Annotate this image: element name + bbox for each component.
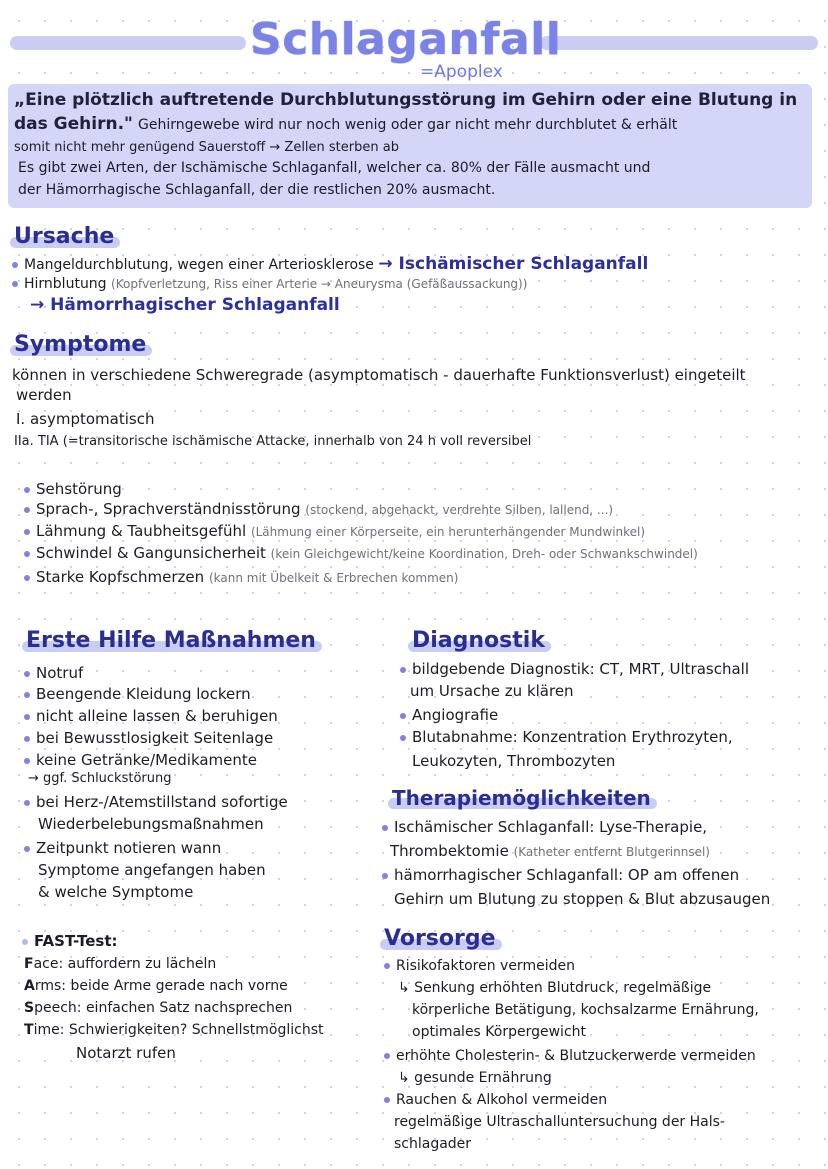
intro-quote-end: das Gehirn." [14,114,133,134]
ursache-item-1: Mangeldurchblutung, wegen einer Arteriosklerose → Ischämischer Schlaganfall [12,254,648,274]
list-item: → ggf. Schluckstörung [28,771,172,786]
ursache-item-1-result: → Ischämischer Schlaganfall [378,254,649,274]
therapie-heading: Therapiemöglichkeiten [392,786,651,810]
list-item: hämorrhagischer Schlaganfall: OP am offenen [382,866,822,890]
title-highlight-right [540,36,818,50]
ursache-item-2-result: → Hämorrhagischer Schlaganfall [30,295,340,315]
page-subtitle: =Apoplex [420,62,503,82]
list-item: & welche Symptome [38,883,194,901]
list-item: Risikofaktoren vermeiden [384,958,824,980]
ursache-item-2: Hirnblutung (Kopfverletzung, Riss einer Arterie → Aneurysma (Gefäßaussackung)) [12,276,527,292]
diagnostik-heading: Diagnostik [412,628,545,653]
symptome-desc-line2: werden [16,386,72,404]
list-item: nicht alleine lassen & beruhigen [24,707,364,729]
fast-list [24,956,374,1066]
intro-line3: somit nicht mehr genügend Sauerstoff → Zellen sterben ab [14,140,399,155]
fast-row: Arms: beide Arme gerade nach vorne [24,978,288,994]
list-item: um Ursache zu klären [410,682,574,700]
vorsorge-list [384,958,824,1158]
symptom-item: Sprach-, Sprachverständnisstörung (stockend, abgehackt, verdrehte Silben, lallend, ...) [24,500,613,518]
vorsorge-heading: Vorsorge [384,926,496,951]
list-item: bei Bewusstlosigkeit Seitenlage [24,729,364,751]
list-item: ↳ Senkung erhöhten Blutdruck, regelmäßige [398,980,712,996]
list-item: Symptome angefangen haben [38,861,266,879]
symptome-heading: Symptome [14,332,146,357]
erste-hilfe-heading: Erste Hilfe Maßnahmen [26,628,316,653]
list-item: Ischämischer Schlaganfall: Lyse-Therapie, [382,818,822,842]
therapie-list [382,818,822,912]
title-highlight-left [10,36,246,50]
list-item: bildgebende Diagnostik: CT, MRT, Ultraschall [400,660,820,682]
erste-hilfe-list [24,664,364,905]
intro-quote-line1: „Eine plötzlich auftretende Durchblutungsstörung im Gehirn oder eine Blutung in [14,90,798,110]
list-item: ↳ gesunde Ernährung [398,1070,552,1086]
symptom-item: Sehstörung [24,480,122,498]
list-item: Beengende Kleidung lockern [24,685,364,707]
intro-line4: Es gibt zwei Arten, der Ischämische Schlaganfall, welcher ca. 80% der Fälle ausmacht und [18,160,651,176]
list-item: Rauchen & Alkohol vermeiden [384,1092,824,1114]
diagnostik-list [400,660,820,774]
list-item: regelmäßige Ultraschalluntersuchung der Hals- [394,1114,725,1130]
list-item: optimales Körpergewicht [412,1024,587,1040]
fast-heading: FAST-Test: [22,932,118,950]
symptom-item: Schwindel & Gangunsicherheit (kein Gleichgewicht/keine Koordination, Dreh- oder Schwankschwindel) [24,544,698,562]
list-item: schlagader [394,1136,472,1152]
ursache-item-2-note: (Kopfverletzung, Riss einer Arterie → Aneurysma (Gefäßaussackung)) [111,277,528,291]
list-item: keine Getränke/Medikamente [24,751,364,771]
list-item: Angiografie [400,706,820,728]
symptom-item: Starke Kopfschmerzen (kann mit Übelkeit & Erbrechen kommen) [24,568,458,586]
symptome-desc-line1: können in verschiedene Schweregrade (asymptomatisch - dauerhafte Funktionsverlust) eingeteilt [12,366,746,384]
list-item: Wiederbelebungsmaßnahmen [38,815,264,833]
list-item: Leukozyten, Thrombozyten [412,752,616,770]
list-item: Thrombektomie (Katheter entfernt Blutgerinnsel) [390,842,710,860]
symptom-item: Lähmung & Taubheitsgefühl (Lähmung einer Körperseite, ein herunterhängender Mundwinkel) [24,522,645,540]
list-item: Blutabnahme: Konzentration Erythrozyten, [400,728,820,752]
fast-row: Time: Schwierigkeiten? Schnellstmöglichst [24,1022,324,1038]
list-item: erhöhte Cholesterin- & Blutzuckerwerde vermeiden [384,1048,824,1070]
list-item: bei Herz-/Atemstillstand sofortige [24,793,364,815]
fast-row: Notarzt rufen [76,1044,176,1062]
page-title: Schlaganfall [250,14,562,65]
fast-row: Face: auffordern zu lächeln [24,956,217,972]
intro-quote-rest: Gehirngewebe wird nur noch wenig oder gar nicht mehr durchblutet & erhält [138,117,678,133]
intro-line5: der Hämorrhagische Schlaganfall, der die restlichen 20% ausmacht. [18,182,496,198]
fast-row: Speech: einfachen Satz nachsprechen [24,1000,293,1016]
list-item: Zeitpunkt notieren wann [24,839,364,861]
intro-quote-line2 [14,114,677,134]
ursache-heading: Ursache [14,224,114,249]
list-item: Notruf [24,664,364,685]
symptome-grade-2: IIa. TIA (=transitorische ischämische Attacke, innerhalb von 24 h voll reversibel [14,434,532,449]
symptome-grade-1: I. asymptomatisch [16,410,155,428]
list-item: Gehirn um Blutung zu stoppen & Blut abzusaugen [394,890,771,908]
list-item: körperliche Betätigung, kochsalzarme Ernährung, [412,1002,759,1018]
